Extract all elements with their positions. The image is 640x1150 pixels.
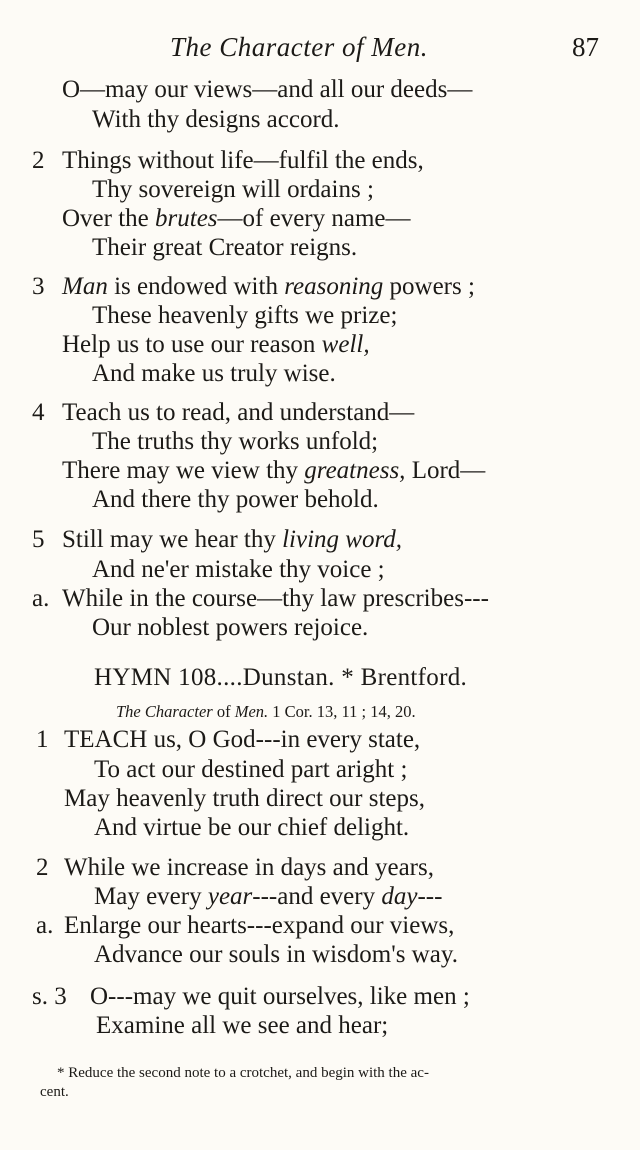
verse-line: The truths thy works unfold;: [92, 428, 379, 455]
hymn-subtitle: The Character of Men. 1 Cor. 13, 11 ; 14, 20.: [116, 702, 416, 721]
verse-number: 4: [32, 399, 45, 426]
verse-line: While in the course—thy law prescribes---: [62, 585, 489, 612]
verse-line: Still may we hear thy living word,: [62, 526, 403, 553]
verse-number: s. 3: [32, 983, 67, 1010]
italic-word: Man: [62, 273, 108, 300]
verse-line: Thy sovereign will ordains ;: [92, 176, 374, 203]
verse-line: While we increase in days and years,: [64, 854, 434, 881]
verse-line: O---may we quit ourselves, like men ;: [90, 983, 470, 1010]
hymn-title: HYMN 108....Dunstan. * Brentford.: [94, 664, 468, 691]
verse-line: And ne'er mistake thy voice ;: [92, 556, 385, 583]
verse-line: There may we view thy greatness, Lord—: [62, 457, 486, 484]
italic-word: day: [381, 883, 418, 910]
verse-number: 1: [36, 726, 49, 753]
verse-number: 5: [32, 526, 45, 553]
verse-mark: a.: [32, 585, 50, 612]
verse-line: And there thy power behold.: [92, 486, 379, 513]
running-title: The Character of Men.: [170, 32, 428, 62]
verse-line: Help us to use our reason well,: [62, 331, 370, 358]
italic-word: well,: [321, 331, 370, 358]
verse-number: 3: [32, 273, 45, 300]
verse-line: May heavenly truth direct our steps,: [64, 785, 426, 812]
verse-line: Examine all we see and hear;: [96, 1012, 389, 1039]
verse-line: Our noblest powers rejoice.: [92, 614, 369, 641]
footnote: [40, 1064, 615, 1102]
verse-number: 2: [36, 854, 49, 881]
verse-line: To act our destined part aright ;: [94, 756, 408, 783]
subtitle-italic: The Character: [116, 702, 213, 721]
verse-line: Over the brutes—of every name—: [62, 205, 411, 232]
page-number: 87: [572, 32, 599, 62]
verse-line: With thy designs accord.: [92, 106, 340, 133]
verse-line: Man is endowed with reasoning powers ;: [62, 273, 475, 300]
verse-line: Things without life—fulfil the ends,: [62, 147, 424, 174]
italic-word: year: [207, 883, 253, 910]
subtitle-italic: Men.: [234, 702, 269, 721]
italic-word: brutes: [155, 205, 218, 232]
italic-word: greatness,: [304, 457, 406, 484]
verse-line: And virtue be our chief delight.: [94, 814, 410, 841]
footnote-line: * Reduce the second note to a crotchet, and begin with the ac-: [57, 1065, 429, 1081]
verse-line: Enlarge our hearts---expand our views,: [64, 912, 455, 939]
verse-line: And make us truly wise.: [92, 360, 336, 387]
verse-line: Their great Creator reigns.: [92, 234, 358, 261]
verse-number: 2: [32, 147, 45, 174]
verse-line: TEACH us, O God---in every state,: [64, 726, 421, 753]
verse-line: O—may our views—and all our deeds—: [62, 76, 473, 103]
verse-line: Advance our souls in wisdom's way.: [94, 941, 458, 968]
verse-line: These heavenly gifts we prize;: [92, 302, 398, 329]
verse-line: Teach us to read, and understand—: [62, 399, 415, 426]
verse-line: May every year---and every day---: [94, 883, 443, 910]
italic-word: living word,: [282, 526, 403, 553]
verse-mark: a.: [36, 912, 54, 939]
scripture-reference: 1 Cor. 13, 11 ; 14, 20.: [268, 702, 416, 721]
footnote-line: cent.: [40, 1084, 69, 1100]
italic-word: reasoning: [284, 273, 384, 300]
